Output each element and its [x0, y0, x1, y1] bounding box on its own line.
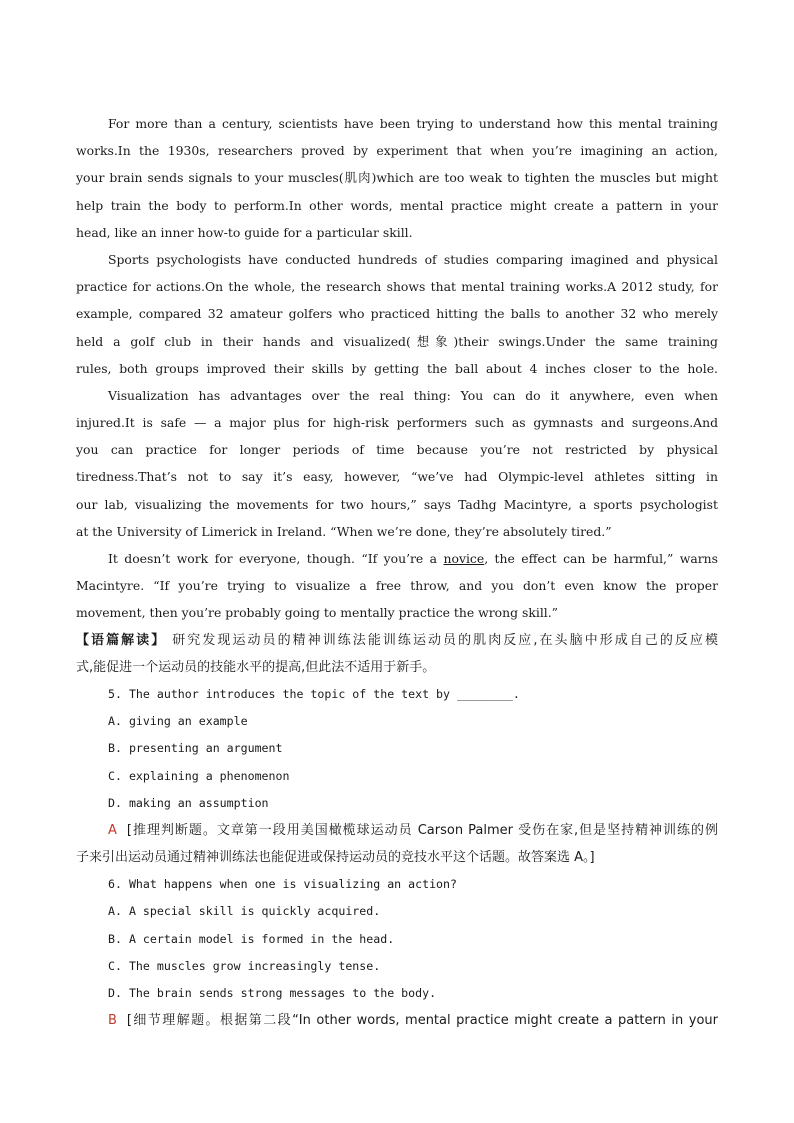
passage-line: held a golf club in their hands and visualized(想象)their swings.Under the same training [76, 333, 718, 349]
question-6-answer: B [108, 1013, 117, 1029]
question-6-explanation: B [细节理解题。根据第二段“In other words, mental practice might create a pattern in your [108, 1013, 718, 1029]
passage-line: you can practice for longer periods of time because you’re not restricted by physical [76, 442, 718, 458]
analysis-line-2: 式,能促进一个运动员的技能水平的提高,但此法不适用于新手。 [76, 659, 436, 675]
passage-line: tiredness.That’s not to say it’s easy, however, “we’ve had Olympic-level athletes sitting in [76, 469, 718, 485]
passage-line: example, compared 32 amateur golfers who practiced hitting the balls to another 32 who merely [76, 306, 718, 322]
question-6-option-a: A. A special skill is quickly acquired. [108, 904, 381, 919]
passage-line: For more than a century, scientists have been trying to understand how this mental training [108, 116, 718, 131]
passage-line: movement, then you’re probably going to mentally practice the wrong skill.” [76, 605, 559, 621]
question-6-option-d: D. The brain sends strong messages to the body. [108, 986, 437, 1000]
question-6-stem: 6. What happens when one is visualizing an action? [108, 877, 458, 892]
underlined-word: novice [443, 551, 485, 566]
analysis-label: 【语篇解读】 [76, 632, 167, 648]
question-6-option-b: B. A certain model is formed in the head. [108, 931, 395, 946]
passage-line: works.In the 1930s, researchers proved by experiment that when you’re imagining an action, [76, 143, 718, 159]
question-5-stem: 5. The author introduces the topic of the text by ________. [108, 686, 520, 701]
passage-line: injured.It is safe — a major plus for high-risk performers such as gymnasts and surgeons.And [76, 415, 718, 431]
passage [76, 110, 718, 627]
passage-line: Visualization has advantages over the real thing: You can do it anywhere, even when [108, 387, 718, 403]
analysis-line [76, 627, 718, 654]
question-5-explanation: A [推理判断题。文章第一段用美国橄榄球运动员 Carson Palmer 受伤在家,但是坚持精神训练的例 [108, 822, 718, 838]
analysis-text: 研究发现运动员的精神训练法能训练运动员的肌肉反应,在头脑中形成自己的反应模 [172, 632, 718, 648]
question-5-option-d: D. making an assumption [108, 795, 269, 810]
question-5-option-a: A. giving an example [108, 714, 248, 729]
passage-line: help train the body to perform.In other words, mental practice might create a pattern in your [76, 197, 718, 213]
passage-line: It doesn’t work for everyone, though. “If you’re a novice, the effect can be harmful,” warns [108, 551, 718, 566]
passage-line: Macintyre. “If you’re trying to visualize a free throw, and you don’t even know the proper [76, 578, 718, 594]
question-6-option-c: C. The muscles grow increasingly tense. [108, 958, 381, 973]
passage-line: our lab, visualizing the movements for two hours,” says Tadhg Macintyre, a sports psychologist [76, 496, 718, 512]
question-5-option-c: C. explaining a phenomenon [108, 768, 290, 783]
passage-line: your brain sends signals to your muscles(肌肉)which are too weak to tighten the muscles but might [76, 170, 718, 186]
passage-line: rules, both groups improved their skills by getting the ball about 4 inches closer to the hole. [76, 360, 718, 376]
passage-line: head, like an inner how-to guide for a particular skill. [76, 224, 413, 240]
passage-line: at the University of Limerick in Ireland. “When we’re done, they’re absolutely tired.” [76, 523, 612, 539]
question-5-option-b: B. presenting an argument [108, 741, 283, 756]
passage-line: practice for actions.On the whole, the research shows that mental training works.A 2012 study, for [76, 279, 718, 295]
question-5-answer: A [108, 822, 117, 838]
document-page [76, 110, 718, 1034]
question-5-explanation-2: 子来引出运动员通过精神训练法也能促进或保持运动员的竞技水平这个话题。故答案选 A。] [76, 850, 595, 866]
passage-line: Sports psychologists have conducted hundreds of studies comparing imagined and physical [108, 251, 718, 267]
